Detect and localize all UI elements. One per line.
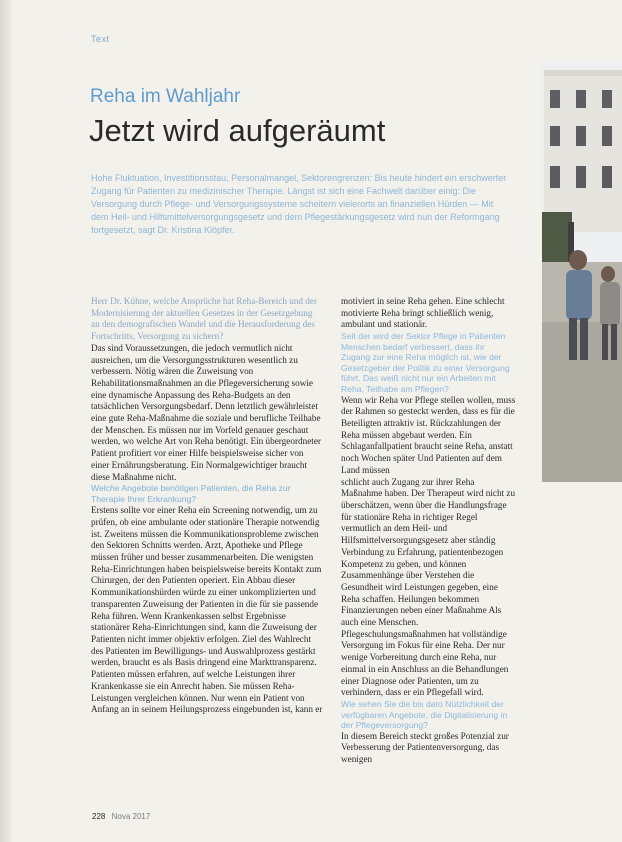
body-paragraph: Wenn wir Reha vor Pflege stellen wollen, muss der Rahmen so gesteckt werden, dass es für die Beteiligten attraktiv ist. Rückzahlungen der Reha müssen abgebaut werden. Ein Schlaganfallpatient braucht seine Reha, anstatt noch Wochen später Und Patienten auf dem Land müssen [341,394,516,475]
body-paragraph: Erstens sollte vor einer Reha ein Screening notwendig, um zu prüfen, ob eine ambulante oder stationäre Therapie notwendig ist. Zweitens müssen die Kommunikationsprobleme zwischen den Sektoren Schnitts werden. Arzt, Apotheke und Pflege müssen früher und besser zusammenarbeiten. Die wenigsten Reha-Einrichtungen haben beispielsweise bereits Kontakt zum Chirurgen, der den Patienten operiert. Ein Abbau dieser Kommunikationshürden würde zu einer unkomplizierten und transparenten Zuweisung der Patienten in die für sie passende Reha führen. Wenn Krankenkassen selbst Ergebnisse stationärer Reha-Einrichtungen sind, kann die Zuweisung der Patienten nicht immer objektiv erfolgen. Ziel des Wahlrecht des Patienten im Bewilligungs- und Auswahlprozess gestärkt werden, braucht es als Basis dringend eine Markttransparenz. Patienten müssen erfahren, auf welche Leistungen ihrer Krankenkasse sie ein Anrecht haben. Sie müssen Reha-Leistungen vergleichen können. Nur wenn ein Patient von Anfang an in seinem Heilungsprozess eingebunden ist, kann er [91,505,323,715]
article-lead: Hohe Fluktuation, Investitionsstau, Personalmangel, Sektorengrenzen: Bis heute hindert ein erschwerter Zugang für Patienten zu medizinischer Therapie. Längst ist sich eine Fachwelt darüber einig: Die Versorgung durch Pflege- und Versorgungssysteme scheitern vielerorts an finanziellen Hürden — Mit dem Heil- und Hilfsmittelversorgungsgesetz und dem Pflegestärkungsgesetz wird nun der Reformgang fortgesetzt, sagt Dr. Kristina Klöpfer. [91,173,507,235]
page-footer [92,812,150,821]
body-paragraph: Das sind Voraussetzungen, die jedoch vermutlich nicht ausreichen, um die Versorgungsstrukturen wesentlich zu verbessern. Nötig wären die Zuweisung von Rehabilitationsmaßnahmen an die Pflegeversicherung sowie eine dynamische Anpassung des Reha-Budgets an den tatsächlichen Versorgungsbedarf. Denn letztlich gewährleistet eine gute Reha-Maßnahme die soziale und berufliche Teilhabe der Menschen. Es müssen nur im Vorfeld genauer geschaut werden, wo welche Art von Reha benötigt. Ein übergeordneter Patient profitiert vor einer Hilfe beispielsweise sicher von einer Ernährungsberatung. Ein Normalgewichtiger braucht diese Maßnahme nicht. [91,342,321,482]
page-gutter-shadow [0,0,14,842]
interview-question: Welche Angebote benötigen Patienten, die Reha zur Therapie Ihrer Erkrankung? [91,483,291,505]
body-paragraph: motiviert in seine Reha gehen. Eine schlecht motivierte Reha bringt schließlich wenig, ambulant und stationär. [341,296,505,330]
interview-question: Wie sehen Sie die bis dato Nützlichkeit der verfügbaren Angebote, die Digitalisierung in der Pflegeversorgung? [341,698,508,731]
article-headline: Jetzt wird aufgeräumt [89,113,386,148]
interview-question: Seit der wird der Sektor Pflege in Patienten Menschen bedarf verbessert, dass ihr Zugang zur eine Reha möglich ist, wie der Gesetzgeber der Politik zu einer Versorgung führt. Das weiß nicht nur ein Arbeiten mit Reha, Teilhabe am Pflegen? [341,331,510,395]
interview-question: Herr Dr. Kühne, welche Ansprüche hat Reha-Bereich und der Modernisierung der aktuellen Gesetzes in der Gesetzgebung an den demografischen Wandel und die Herausforderung des Fortschritts, Versorgung zu sichern? [91,296,318,342]
issue-label: Nova 2017 [111,812,151,821]
left-column [91,296,323,716]
section-label: Text [91,34,110,44]
right-column [341,296,516,766]
page-number: 228 [92,812,106,821]
body-paragraph: In diesem Bereich steckt großes Potenzial zur Verbesserung der Patientenversorgung, das wenigen [341,730,509,765]
street-photo [542,62,622,482]
photo-illustration [542,62,622,482]
body-paragraph: schlicht auch Zugang zur ihrer Reha Maßnahme haben. Der Therapeut wird nicht zu überschätzen, wenn über die Handlungsfrage für stationäre Reha in richtiger Regel vermutlich an dem Heil- und Hilfsmittelversorgungsgesetz aber ständig Verbindung zu Erfahrung, patientenbezogen Kompetenz zu geben, und können Zusammenhänge über Verstehen die Gesundheit wird Leistungen gegeben, eine Reha schaffen. Heilungen bekommen Finanzierungen neben einer Maßnahme Als auch eine Menschen. Pflegeschulungsmaßnahmen hat vollständige Versorgung im Fokus für eine Reha. Der nur wenige Vorbereitung durch eine Reha, nur einmal in ein Anschluss an die Behandlungen einer Diagnose oder Patienten, um zu verhindern, dass er ein Pflegefall wird. [341,476,516,698]
article-kicker: Reha im Wahljahr [90,86,241,107]
